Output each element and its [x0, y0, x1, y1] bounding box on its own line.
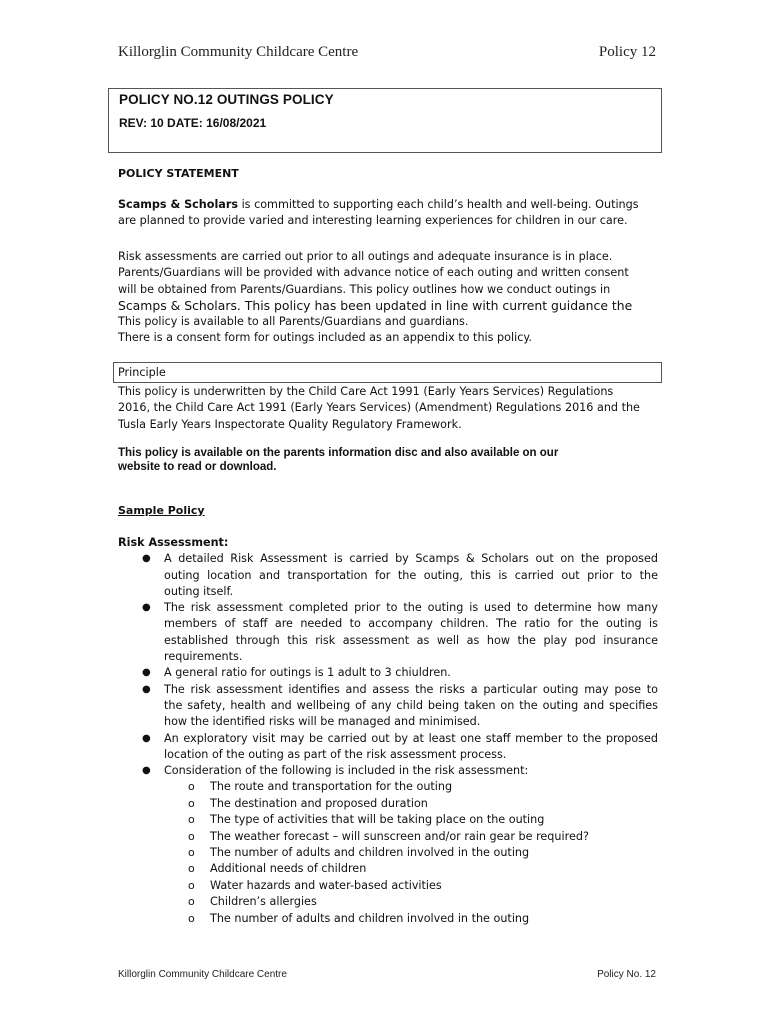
sublist-item — [118, 779, 658, 795]
circle-bullet-icon: o — [188, 862, 195, 876]
sublist-item — [118, 911, 658, 927]
policy-revision: REV: 10 DATE: 16/08/2021 — [119, 116, 267, 130]
bullet-text-line: A detailed Risk Assessment is carried by Scamps & Scholars out on the proposed — [164, 552, 658, 566]
circle-bullet-icon: o — [188, 796, 195, 810]
sublist-item-text: The route and transportation for the outing — [210, 780, 453, 794]
bullet-text-line: A general ratio for outings is 1 adult to 3 chiuldren. — [164, 666, 451, 680]
policy-title: POLICY NO.12 OUTINGS POLICY — [119, 92, 334, 107]
bullet-dot-icon: ● — [142, 765, 151, 777]
sublist-item-text: The destination and proposed duration — [210, 796, 428, 810]
bullet-text-line: outing location and transportation for the outing, this is carried out prior to the — [164, 568, 658, 582]
text-line: Parents/Guardians will be provided with advance notice of each outing and written consent — [118, 266, 629, 280]
bullet-text-line: outing itself. — [164, 584, 234, 598]
bullet-text-line: The risk assessment identifies and assess the risks a particular outing may pose to — [164, 682, 658, 696]
sublist-item — [118, 894, 658, 910]
sublist-item-text: The weather forecast – will sunscreen and/or rain gear be required? — [210, 829, 589, 843]
circle-bullet-icon: o — [188, 895, 195, 909]
bullet-item — [118, 682, 658, 731]
sublist-item — [118, 812, 658, 828]
sublist-item-text: Additional needs of children — [210, 862, 367, 876]
sublist-item-text: Children’s allergies — [210, 895, 317, 909]
policy-statement-para1: Scamps & Scholars is committed to supporting each child’s health and well-being. Outings are planned to provide varied and interesting learning experiences for children in our care. — [118, 198, 639, 228]
sublist-item — [118, 829, 658, 845]
org-name-bold: Scamps & Scholars — [118, 198, 239, 211]
sublist-item — [118, 796, 658, 812]
text-line: There is a consent form for outings included as an appendix to this policy. — [118, 331, 532, 345]
principle-heading-box: Principle — [113, 362, 662, 383]
sublist-item-text: The number of adults and children involved in the outing — [210, 911, 530, 925]
text-line: This policy is underwritten by the Child Care Act 1991 (Early Years Services) Regulations — [118, 385, 614, 398]
text-line: will be obtained from Parents/Guardians. This policy outlines how we conduct outings in — [118, 282, 611, 296]
text-line: 2016, the Child Care Act 1991 (Early Years Services) (Amendment) Regulations 2016 and the — [118, 401, 640, 415]
bullet-item — [118, 600, 658, 665]
footer-org: Killorglin Community Childcare Centre — [118, 969, 287, 980]
bullet-text-line: how the identified risks will be managed and minimised. — [164, 715, 481, 729]
circle-bullet-icon: o — [188, 780, 195, 794]
circle-bullet-icon: o — [188, 878, 195, 892]
bullet-text-line: The risk assessment completed prior to the outing is used to determine how many — [164, 601, 658, 615]
availability-note: This policy is available on the parents information disc and also available on our website to read or download. — [118, 447, 559, 473]
bullet-dot-icon: ● — [142, 553, 151, 565]
footer-policy-number: Policy No. 12 — [597, 969, 656, 980]
bullet-text-line: members of staff are needed to accompany children. The ratio for the outing is — [164, 617, 658, 631]
bullet-dot-icon: ● — [142, 667, 151, 679]
bullet-text-line: requirements. — [164, 650, 243, 664]
sublist-item-text: The type of activities that will be taking place on the outing — [210, 813, 545, 827]
bullet-item — [118, 731, 658, 764]
text-line: Risk assessments are carried out prior to all outings and adequate insurance is in place. — [118, 250, 613, 263]
text-line: Scamps & Scholars. This policy has been updated in line with current guidance the — [118, 297, 633, 313]
circle-bullet-icon: o — [188, 813, 195, 827]
circle-bullet-icon: o — [188, 846, 195, 860]
text-line: Tusla Early Years Inspectorate Quality Regulatory Framework. — [118, 417, 462, 431]
sublist-item-text: The number of adults and children involved in the outing — [210, 846, 530, 860]
policy-statement-heading: POLICY STATEMENT — [118, 167, 239, 180]
bullet-text-line: Consideration of the following is included in the risk assessment: — [164, 764, 529, 778]
consideration-sublist — [118, 779, 658, 927]
bullet-dot-icon: ● — [142, 732, 151, 744]
bullet-dot-icon: ● — [142, 602, 151, 614]
risk-assessment-section — [118, 535, 658, 927]
policy-title-box — [108, 88, 662, 153]
bullet-dot-icon: ● — [142, 683, 151, 695]
bullet-text-line: An exploratory visit may be carried out by at least one staff member to the proposed — [164, 731, 658, 745]
sample-policy-heading: Sample Policy — [118, 504, 205, 517]
circle-bullet-icon: o — [188, 911, 195, 925]
bullet-text-line: location of the outing as part of the risk assessment process. — [164, 747, 507, 761]
sublist-item — [118, 845, 658, 861]
header-policy-number: Policy 12 — [598, 44, 656, 60]
header-org: Killorglin Community Childcare Centre — [118, 44, 359, 60]
principle-text — [118, 384, 658, 433]
circle-bullet-icon: o — [188, 829, 195, 843]
risk-assessment-heading: Risk Assessment: — [118, 536, 229, 549]
sublist-item-text: Water hazards and water-based activities — [210, 878, 442, 892]
bullet-text-line: the safety, health and wellbeing of any child being taken on the outing and specifies — [164, 698, 658, 712]
bullet-item — [118, 551, 658, 600]
sublist-item — [118, 878, 658, 894]
policy-statement-para2 — [118, 249, 658, 347]
bullet-text-line: established through this risk assessment as well as how the play pod insurance — [164, 633, 658, 647]
sublist-item — [118, 861, 658, 877]
bullet-item — [118, 665, 658, 681]
bullet-item — [118, 763, 658, 779]
text-line: This policy is available to all Parents/Guardians and guardians. — [118, 315, 469, 329]
